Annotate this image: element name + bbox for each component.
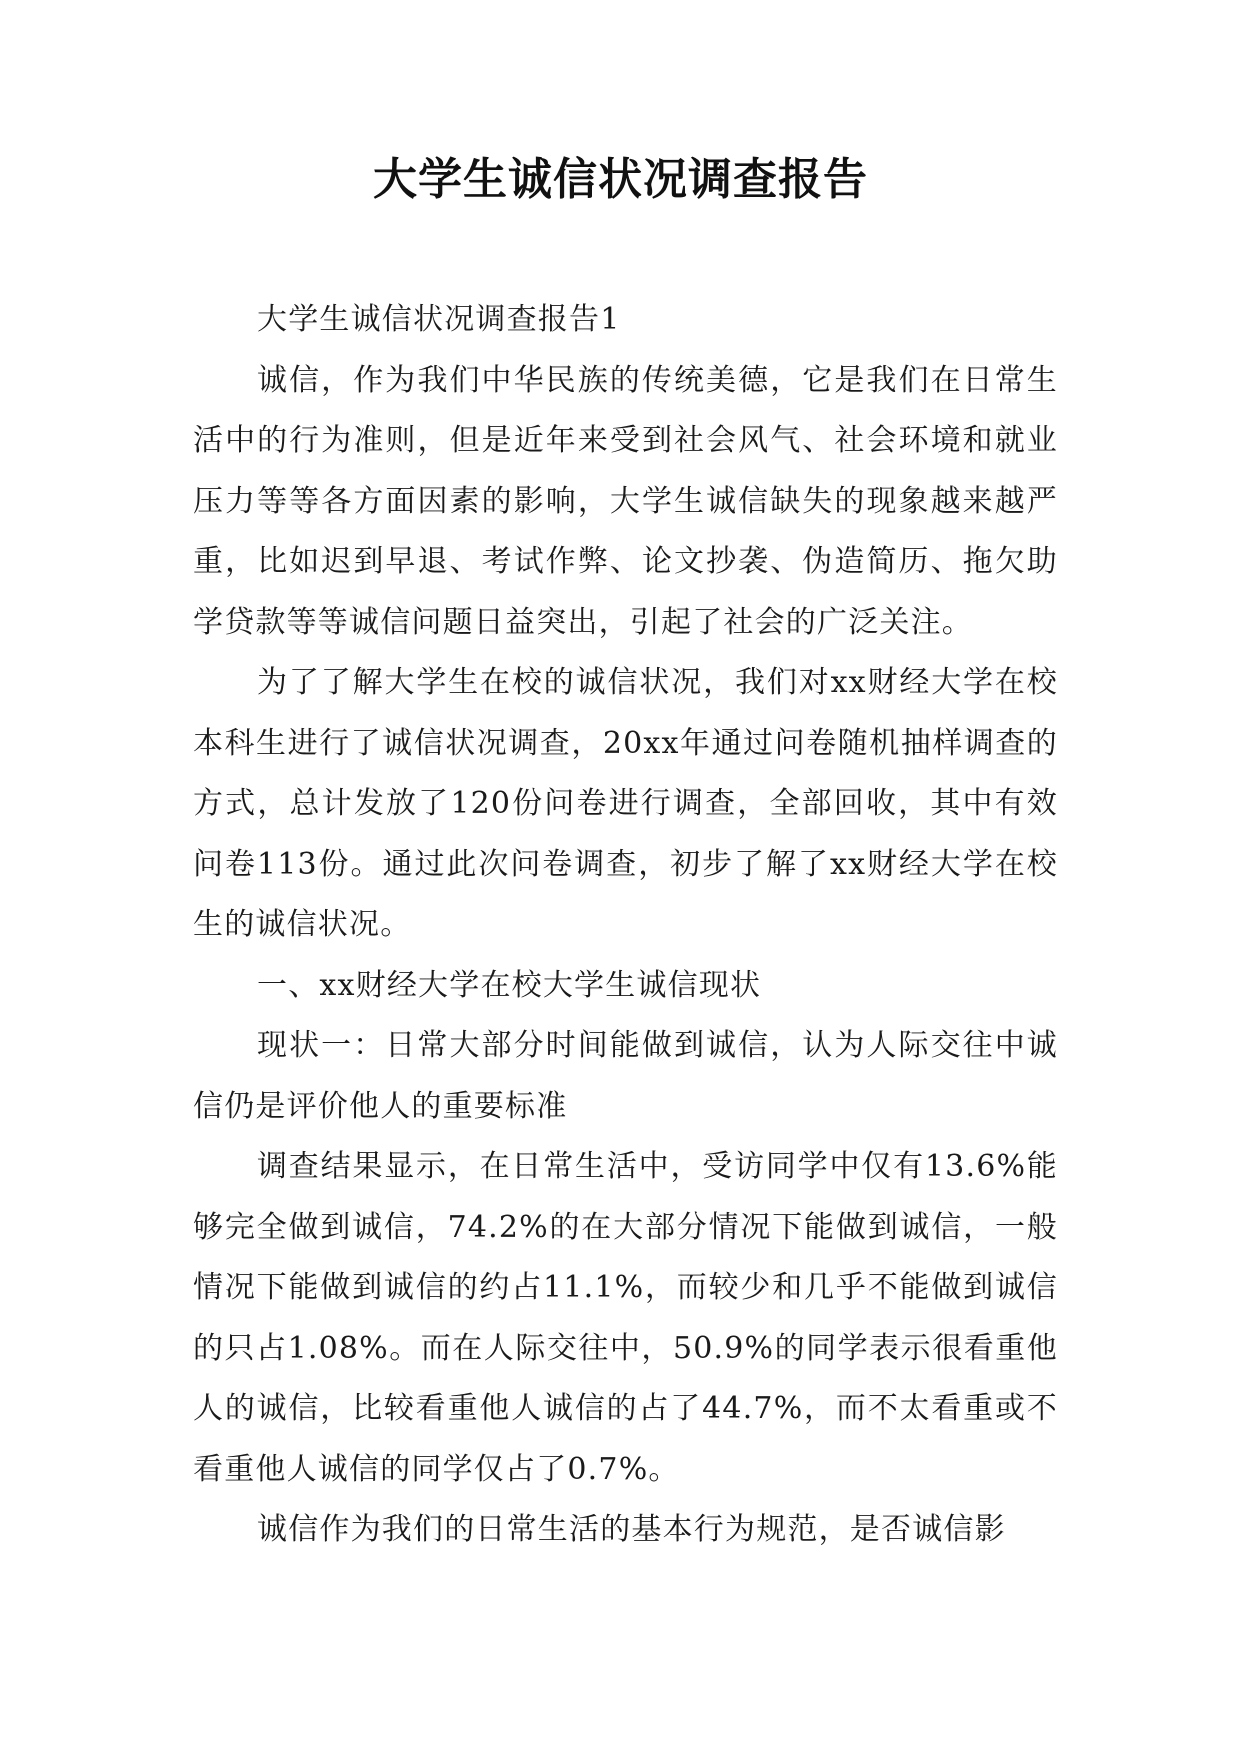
- section-heading: 一、xx财经大学在校大学生诚信现状: [257, 967, 762, 1003]
- paragraph: 诚信作为我们的日常生活的基本行为规范，是否诚信影: [257, 1512, 1006, 1547]
- paragraph: 诚信，作为我们中华民族的传统美德，它是我们在日常生活中的行为准则，但是近年来受到社会风气、社会环境和就业压力等等各方面因素的影响，大学生诚信缺失的现象越来越严重，比如迟到早退、考试作弊、论文抄袭、伪造简历、拖欠助学贷款等等诚信问题日益突出，引起了社会的广泛关注。: [193, 362, 1058, 640]
- paragraph: 为了了解大学生在校的诚信状况，我们对xx财经大学在校本科生进行了诚信状况调查，20xx年通过问卷随机抽样调查的方式，总计发放了120份问卷进行调查，全部回收，其中有效问卷113份。通过此次问卷调查，初步了解了xx财经大学在校生的诚信状况。: [193, 665, 1058, 942]
- paragraph: 调查结果显示，在日常生活中，受访同学中仅有13.6%能够完全做到诚信，74.2%的在大部分情况下能做到诚信，一般情况下能做到诚信的约占11.1%，而较少和几乎不能做到诚信的只占1.08%。而在人际交往中，50.9%的同学表示很看重他人的诚信，比较看重他人诚信的占了44.7%，而不太看重或不看重他人诚信的同学仅占了0.7%。: [193, 1149, 1058, 1487]
- page-title: 大学生诚信状况调查报告: [373, 154, 868, 205]
- paragraph: 现状一：日常大部分时间能做到诚信，认为人际交往中诚信仍是评价他人的重要标准: [193, 1028, 1058, 1124]
- document-body: [193, 290, 1058, 1561]
- section-heading: 大学生诚信状况调查报告1: [257, 302, 621, 337]
